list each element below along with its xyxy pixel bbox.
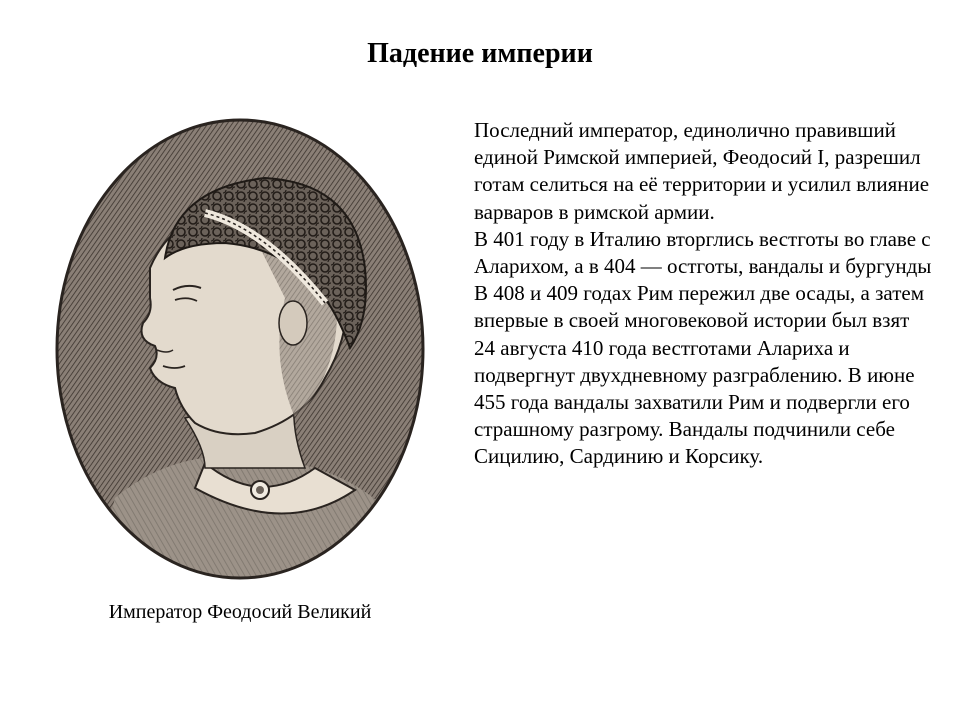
slide-title: Падение империи bbox=[367, 38, 593, 69]
paragraph-2: В 401 году в Италию вторглись вестготы во главе с Аларихом, а в 404 — остготы, вандалы и бургунды bbox=[474, 226, 932, 279]
paragraph-1: Последний император, единолично правивший единой Римской империей, Феодосий I, разрешил готам селиться на её территории и усилил влияние варваров в римской армии. bbox=[474, 118, 930, 224]
body-text bbox=[474, 117, 934, 471]
emperor-portrait-image bbox=[55, 118, 425, 580]
paragraph-3: В 408 и 409 годах Рим пережил две осады, а затем впервые в своей многовековой истории был взят 24 августа 410 года вестготами Алариха и подвергнут двухдневному разграблению. В июне 455 года вандалы захватили Рим и подвергли его страшному разгрому. Вандалы подчинили себе Сицилию, Сардинию и Корсику. bbox=[474, 281, 924, 469]
portrait-caption: Император Феодосий Великий bbox=[108, 601, 372, 623]
